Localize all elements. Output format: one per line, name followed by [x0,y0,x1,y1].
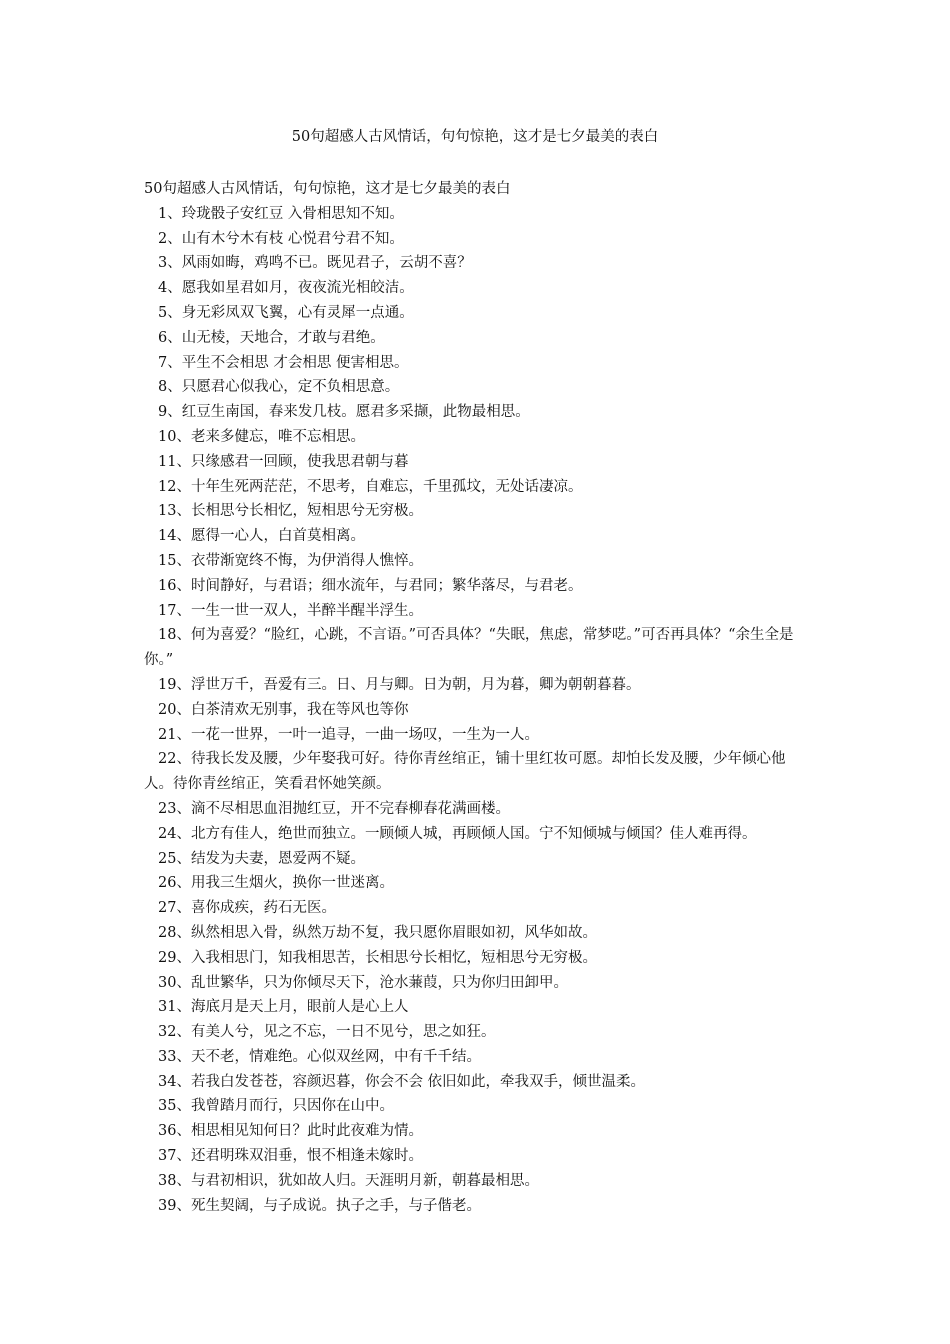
list-item: 28、纵然相思入骨，纵然万劫不复，我只愿你眉眼如初，风华如故。 [158,924,597,941]
list-item: 30、乱世繁华，只为你倾尽天下，沧水蒹葭，只为你归田卸甲。 [158,974,568,991]
list-item: 25、结发为夫妻，恩爱两不疑。 [158,850,365,867]
list-item: 37、还君明珠双泪垂，恨不相逢未嫁时。 [158,1148,423,1165]
list-item: 22、待我长发及腰，少年娶我可好。待你青丝绾正，铺十里红妆可愿。却怕长发及腰，少年倾心他人。待你青丝绾正，笑看君怀她笑颜。 [144,751,786,793]
list-item: 35、我曾踏月而行，只因你在山中。 [158,1098,394,1115]
list-item: 2、山有木兮木有枝 心悦君兮君不知。 [158,230,404,247]
list-item: 20、白茶清欢无别事，我在等风也等你 [158,701,409,718]
list-item: 14、愿得一心人，白首莫相离。 [158,528,365,545]
list-item: 19、浮世万千，吾爱有三。日、月与卿。日为朝，月为暮，卿为朝朝暮暮。 [158,676,641,693]
list-item: 4、愿我如星君如月，夜夜流光相皎洁。 [158,280,414,297]
list-item: 34、若我白发苍苍，容颜迟暮，你会不会 依旧如此，牵我双手，倾世温柔。 [158,1073,646,1090]
list-item: 29、入我相思门，知我相思苦，长相思兮长相忆，短相思兮无穷极。 [158,949,597,966]
list-item: 3、风雨如晦，鸡鸣不已。既见君子，云胡不喜？ [158,255,472,272]
list-item: 1、玲珑骰子安红豆 入骨相思知不知。 [158,205,404,222]
document-title: 50句超感人古风情话，句句惊艳，这才是七夕最美的表白 [291,129,659,145]
list-item: 9、红豆生南国，春来发几枝。愿君多采撷，此物最相思。 [158,404,530,421]
list-item: 13、长相思兮长相忆，短相思兮无穷极。 [158,503,423,520]
list-item: 32、有美人兮，见之不忘，一日不见兮，思之如狂。 [158,1024,496,1041]
list-item: 7、平生不会相思 才会相思 便害相思。 [158,354,409,371]
list-item: 11、只缘感君一回顾，使我思君朝与暮 [158,453,409,470]
list-item: 6、山无棱，天地合，才敢与君绝。 [158,329,385,346]
list-item: 38、与君初相识，犹如故人归。天涯明月新，朝暮最相思。 [158,1172,539,1189]
list-item: 16、时间静好，与君语；细水流年，与君同；繁华落尽，与君老。 [158,577,583,594]
list-item: 39、死生契阔，与子成说。执子之手，与子偕老。 [158,1197,481,1214]
list-item: 24、北方有佳人，绝世而独立。一顾倾人城，再顾倾人国。宁不知倾城与倾国？佳人难再得。 [158,825,757,842]
list-item: 23、滴不尽相思血泪抛红豆，开不完春柳春花满画楼。 [158,800,510,817]
list-item: 8、只愿君心似我心，定不负相思意。 [158,379,400,396]
list-item: 27、喜你成疾，药石无医。 [158,900,336,917]
list-item: 5、身无彩凤双飞翼，心有灵犀一点通。 [158,304,414,321]
list-item: 10、老来多健忘，唯不忘相思。 [158,428,365,445]
list-item: 31、海底月是天上月，眼前人是心上人 [158,999,409,1016]
list-item: 12、十年生死两茫茫，不思考，自难忘，千里孤坟，无处话凄凉。 [158,478,583,495]
list-item: 26、用我三生烟火，换你一世迷离。 [158,875,394,892]
list-item: 15、衣带渐宽终不悔，为伊消得人憔悴。 [158,552,423,569]
quote-list [144,202,812,1219]
list-item: 21、一花一世界，一叶一追寻，一曲一场叹，一生为一人。 [158,726,539,743]
document-subtitle: 50句超感人古风情话，句句惊艳，这才是七夕最美的表白 [144,181,511,197]
list-item: 18、何为喜爱？“脸红，心跳，不言语。”可否具体？“失眠，焦虑，常梦呓。”可否再具体？“余生全是你。” [144,627,794,669]
document-body [144,177,812,1218]
list-item: 36、相思相见知何日？此时此夜难为情。 [158,1123,423,1140]
list-item: 33、天不老，情难绝。心似双丝网，中有千千结。 [158,1048,481,1065]
list-item: 17、一生一世一双人，半醉半醒半浮生。 [158,602,423,619]
